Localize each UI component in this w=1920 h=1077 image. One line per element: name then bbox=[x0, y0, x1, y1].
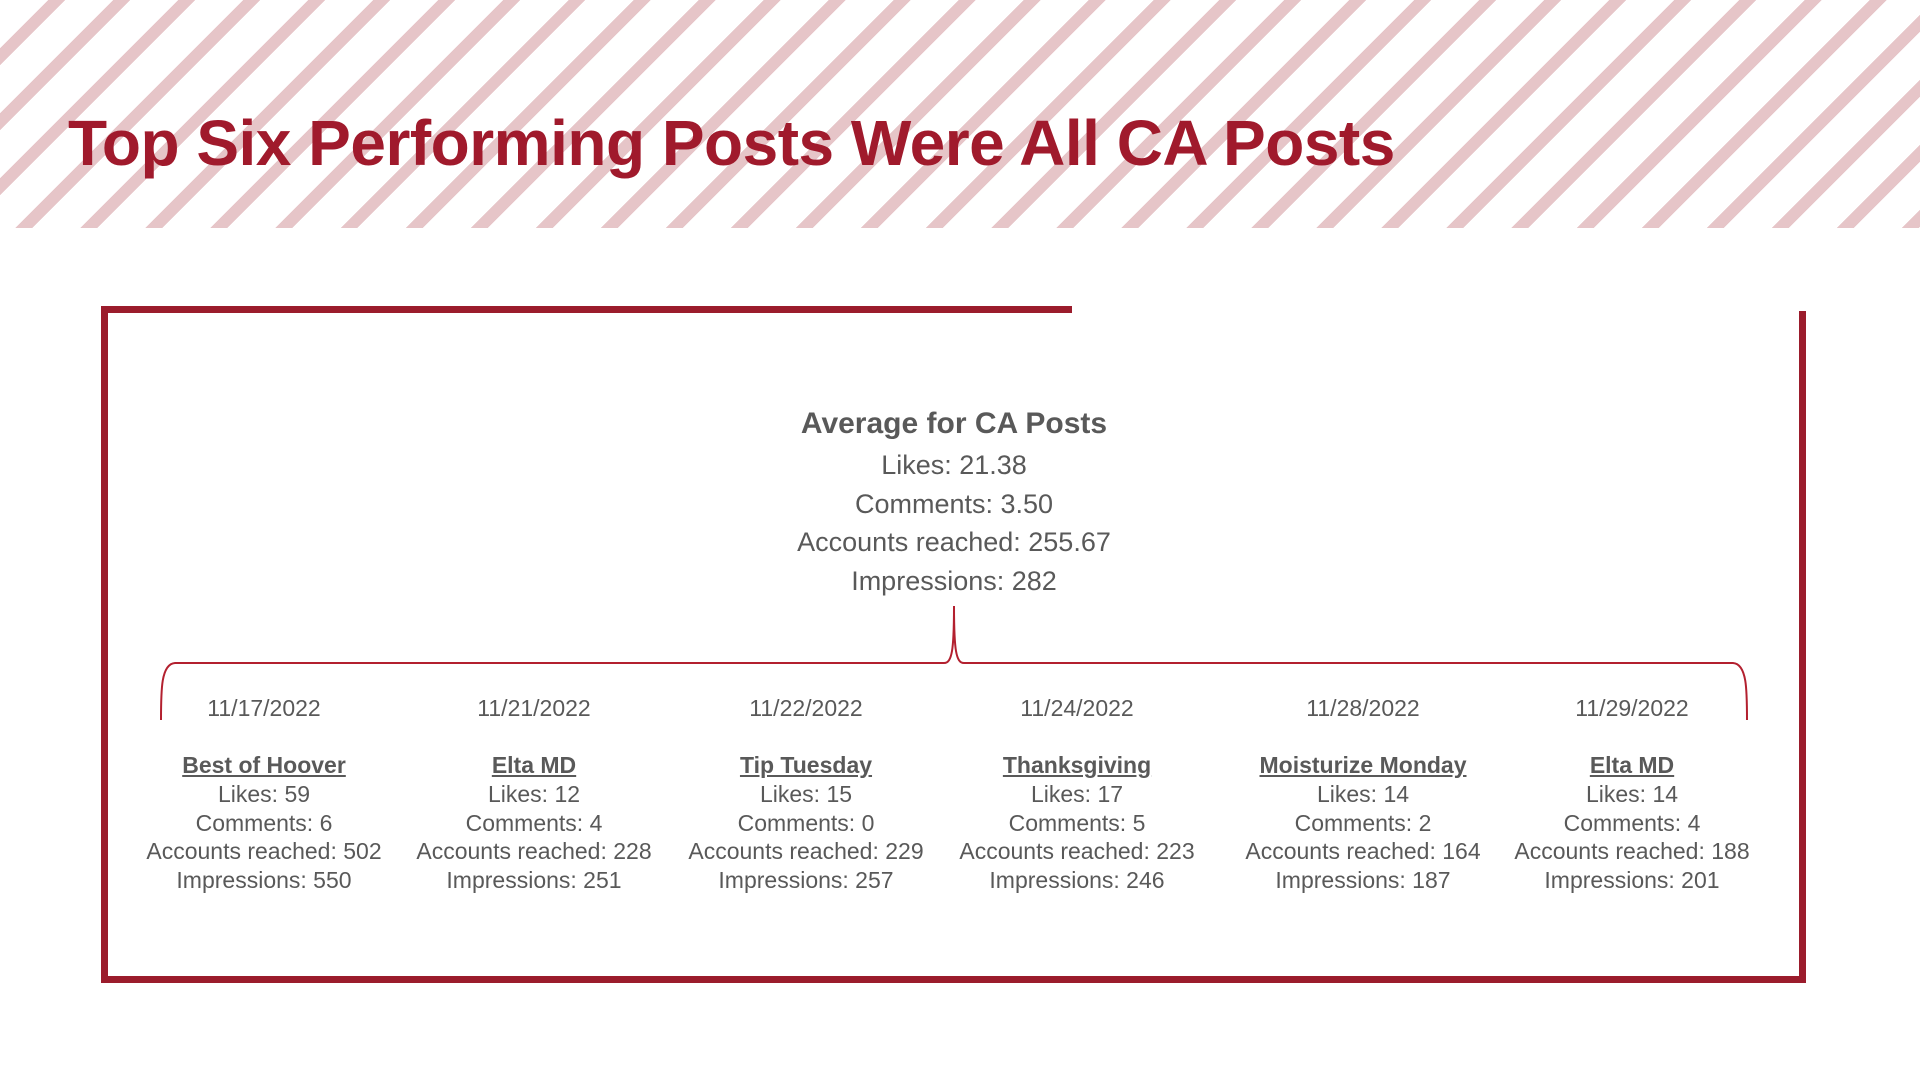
post-impressions: Impressions: 187 bbox=[1275, 866, 1451, 893]
post-likes: Likes: 17 bbox=[1030, 781, 1124, 807]
post-name: Moisturize Monday bbox=[1259, 752, 1467, 778]
average-accounts-reached: Accounts reached: 255.67 bbox=[797, 527, 1111, 557]
post-accounts-reached: Accounts reached: 229 bbox=[688, 838, 924, 864]
post-date: 11/17/2022 bbox=[207, 695, 321, 721]
post-date: 11/22/2022 bbox=[749, 695, 863, 721]
post-impressions: Impressions: 550 bbox=[176, 866, 352, 893]
post-date: 11/24/2022 bbox=[1020, 695, 1134, 721]
post-name: Elta MD bbox=[1589, 752, 1675, 778]
post-accounts-reached: Accounts reached: 188 bbox=[1514, 838, 1750, 864]
post-likes: Likes: 14 bbox=[1316, 781, 1410, 807]
post-likes: Likes: 12 bbox=[487, 781, 581, 807]
average-impressions: Impressions: 282 bbox=[851, 565, 1057, 596]
post-card bbox=[134, 693, 394, 894]
post-accounts-reached: Accounts reached: 228 bbox=[416, 838, 652, 864]
post-name: Best of Hoover bbox=[182, 752, 346, 778]
post-name: Elta MD bbox=[491, 752, 577, 778]
post-comments: Comments: 0 bbox=[737, 809, 875, 836]
average-likes: Likes: 21.38 bbox=[881, 450, 1027, 480]
average-comments: Comments: 3.50 bbox=[854, 488, 1054, 519]
post-comments: Comments: 2 bbox=[1294, 809, 1432, 836]
post-likes: Likes: 59 bbox=[217, 781, 311, 807]
post-name: Thanksgiving bbox=[1002, 752, 1152, 778]
post-accounts-reached: Accounts reached: 164 bbox=[1245, 838, 1481, 864]
post-comments: Comments: 6 bbox=[195, 809, 333, 836]
post-name: Tip Tuesday bbox=[739, 752, 873, 778]
post-comments: Comments: 4 bbox=[465, 809, 603, 836]
post-impressions: Impressions: 201 bbox=[1544, 866, 1720, 893]
post-comments: Comments: 5 bbox=[1008, 809, 1146, 836]
post-card bbox=[1502, 693, 1762, 894]
post-impressions: Impressions: 251 bbox=[446, 866, 622, 893]
post-accounts-reached: Accounts reached: 502 bbox=[146, 838, 382, 864]
post-card bbox=[676, 693, 936, 894]
post-impressions: Impressions: 257 bbox=[718, 866, 894, 893]
slide-title: Top Six Performing Posts Were All CA Posts bbox=[68, 107, 1395, 179]
post-card bbox=[947, 693, 1207, 894]
post-date: 11/21/2022 bbox=[477, 695, 591, 721]
post-date: 11/28/2022 bbox=[1306, 695, 1420, 721]
average-heading: Average for CA Posts bbox=[800, 407, 1108, 440]
post-card bbox=[1233, 693, 1493, 894]
post-accounts-reached: Accounts reached: 223 bbox=[959, 838, 1195, 864]
post-likes: Likes: 14 bbox=[1585, 781, 1679, 807]
post-likes: Likes: 15 bbox=[759, 781, 853, 807]
post-card bbox=[404, 693, 664, 894]
post-impressions: Impressions: 246 bbox=[989, 866, 1165, 893]
post-date: 11/29/2022 bbox=[1575, 695, 1689, 721]
post-comments: Comments: 4 bbox=[1563, 809, 1701, 836]
